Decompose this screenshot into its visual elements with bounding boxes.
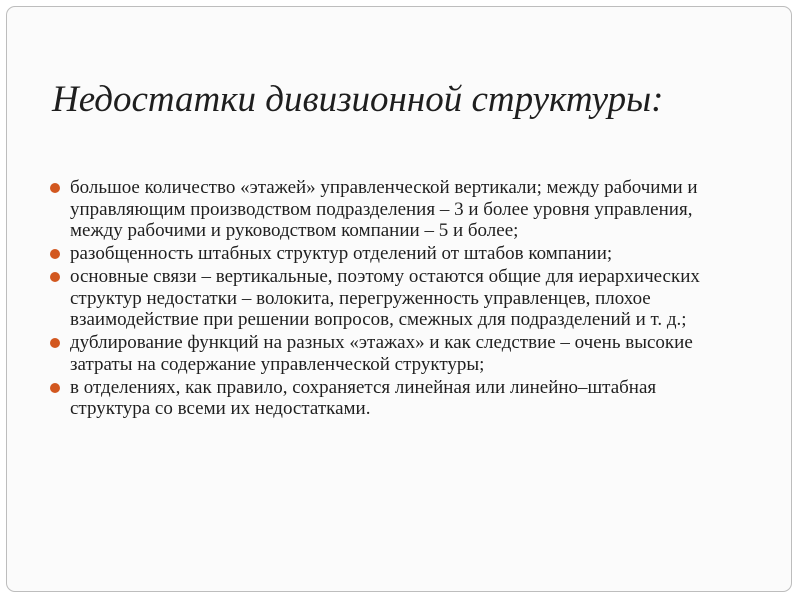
bullet-dot-icon bbox=[50, 183, 60, 193]
bullet-dot-icon bbox=[50, 249, 60, 259]
bullet-text: основные связи – вертикальные, поэтому остаются общие для иерархических структур недостатки – волокита, перегруженность управленцев, плохое взаимодействие при решении вопросов, смежных для подразделений и т. д.; bbox=[70, 266, 700, 330]
bullet-list bbox=[50, 177, 740, 421]
bullet-dot-icon bbox=[50, 272, 60, 282]
bullet-text: большое количество «этажей» управленческой вертикали; между рабочими и управляющим производством подразделения – 3 и более уровня управления, между рабочими и руководством компании – 5 и более; bbox=[70, 177, 698, 241]
bullet-item bbox=[50, 177, 740, 242]
bullet-item bbox=[50, 377, 740, 420]
bullet-item bbox=[50, 243, 740, 265]
bullet-dot-icon bbox=[50, 383, 60, 393]
bullet-text: дублирование функций на разных «этажах» и как следствие – очень высокие затраты на содержание управленческой структуры; bbox=[70, 332, 693, 375]
slide-title: Недостатки дивизионной структуры: bbox=[52, 79, 664, 120]
bullet-item bbox=[50, 266, 740, 331]
bullet-dot-icon bbox=[50, 338, 60, 348]
bullet-text: в отделениях, как правило, сохраняется линейная или линейно–штабная структура со всеми их недостатками. bbox=[70, 376, 657, 419]
bullet-text: разобщенность штабных структур отделений от штабов компании; bbox=[70, 243, 613, 264]
bullet-item bbox=[50, 332, 740, 375]
